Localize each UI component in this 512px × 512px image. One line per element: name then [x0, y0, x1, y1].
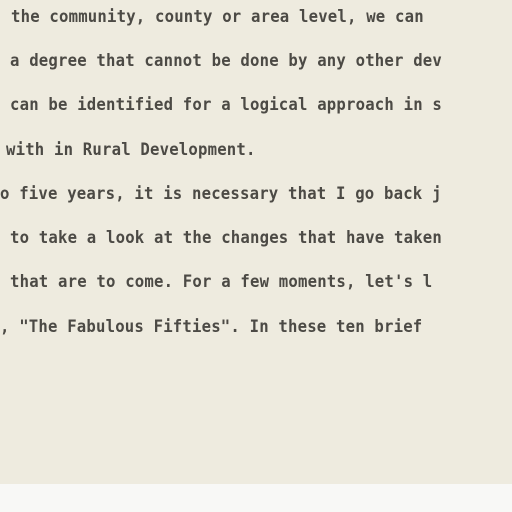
- text-line-1: the community, county or area level, we can: [11, 7, 424, 27]
- text-line-7: that are to come. For a few moments, let's l: [10, 272, 433, 292]
- text-line-5: o five years, it is necessary that I go back j: [0, 184, 442, 204]
- text-line-2: a degree that cannot be done by any other dev: [10, 51, 443, 71]
- text-line-8: , "The Fabulous Fifties". In these ten brief: [0, 317, 423, 337]
- text-line-6: to take a look at the changes that have taken: [10, 228, 443, 248]
- bottom-margin-strip: [0, 484, 512, 512]
- text-line-4: with in Rural Development.: [6, 140, 256, 160]
- text-line-3: can be identified for a logical approach in s: [10, 95, 443, 115]
